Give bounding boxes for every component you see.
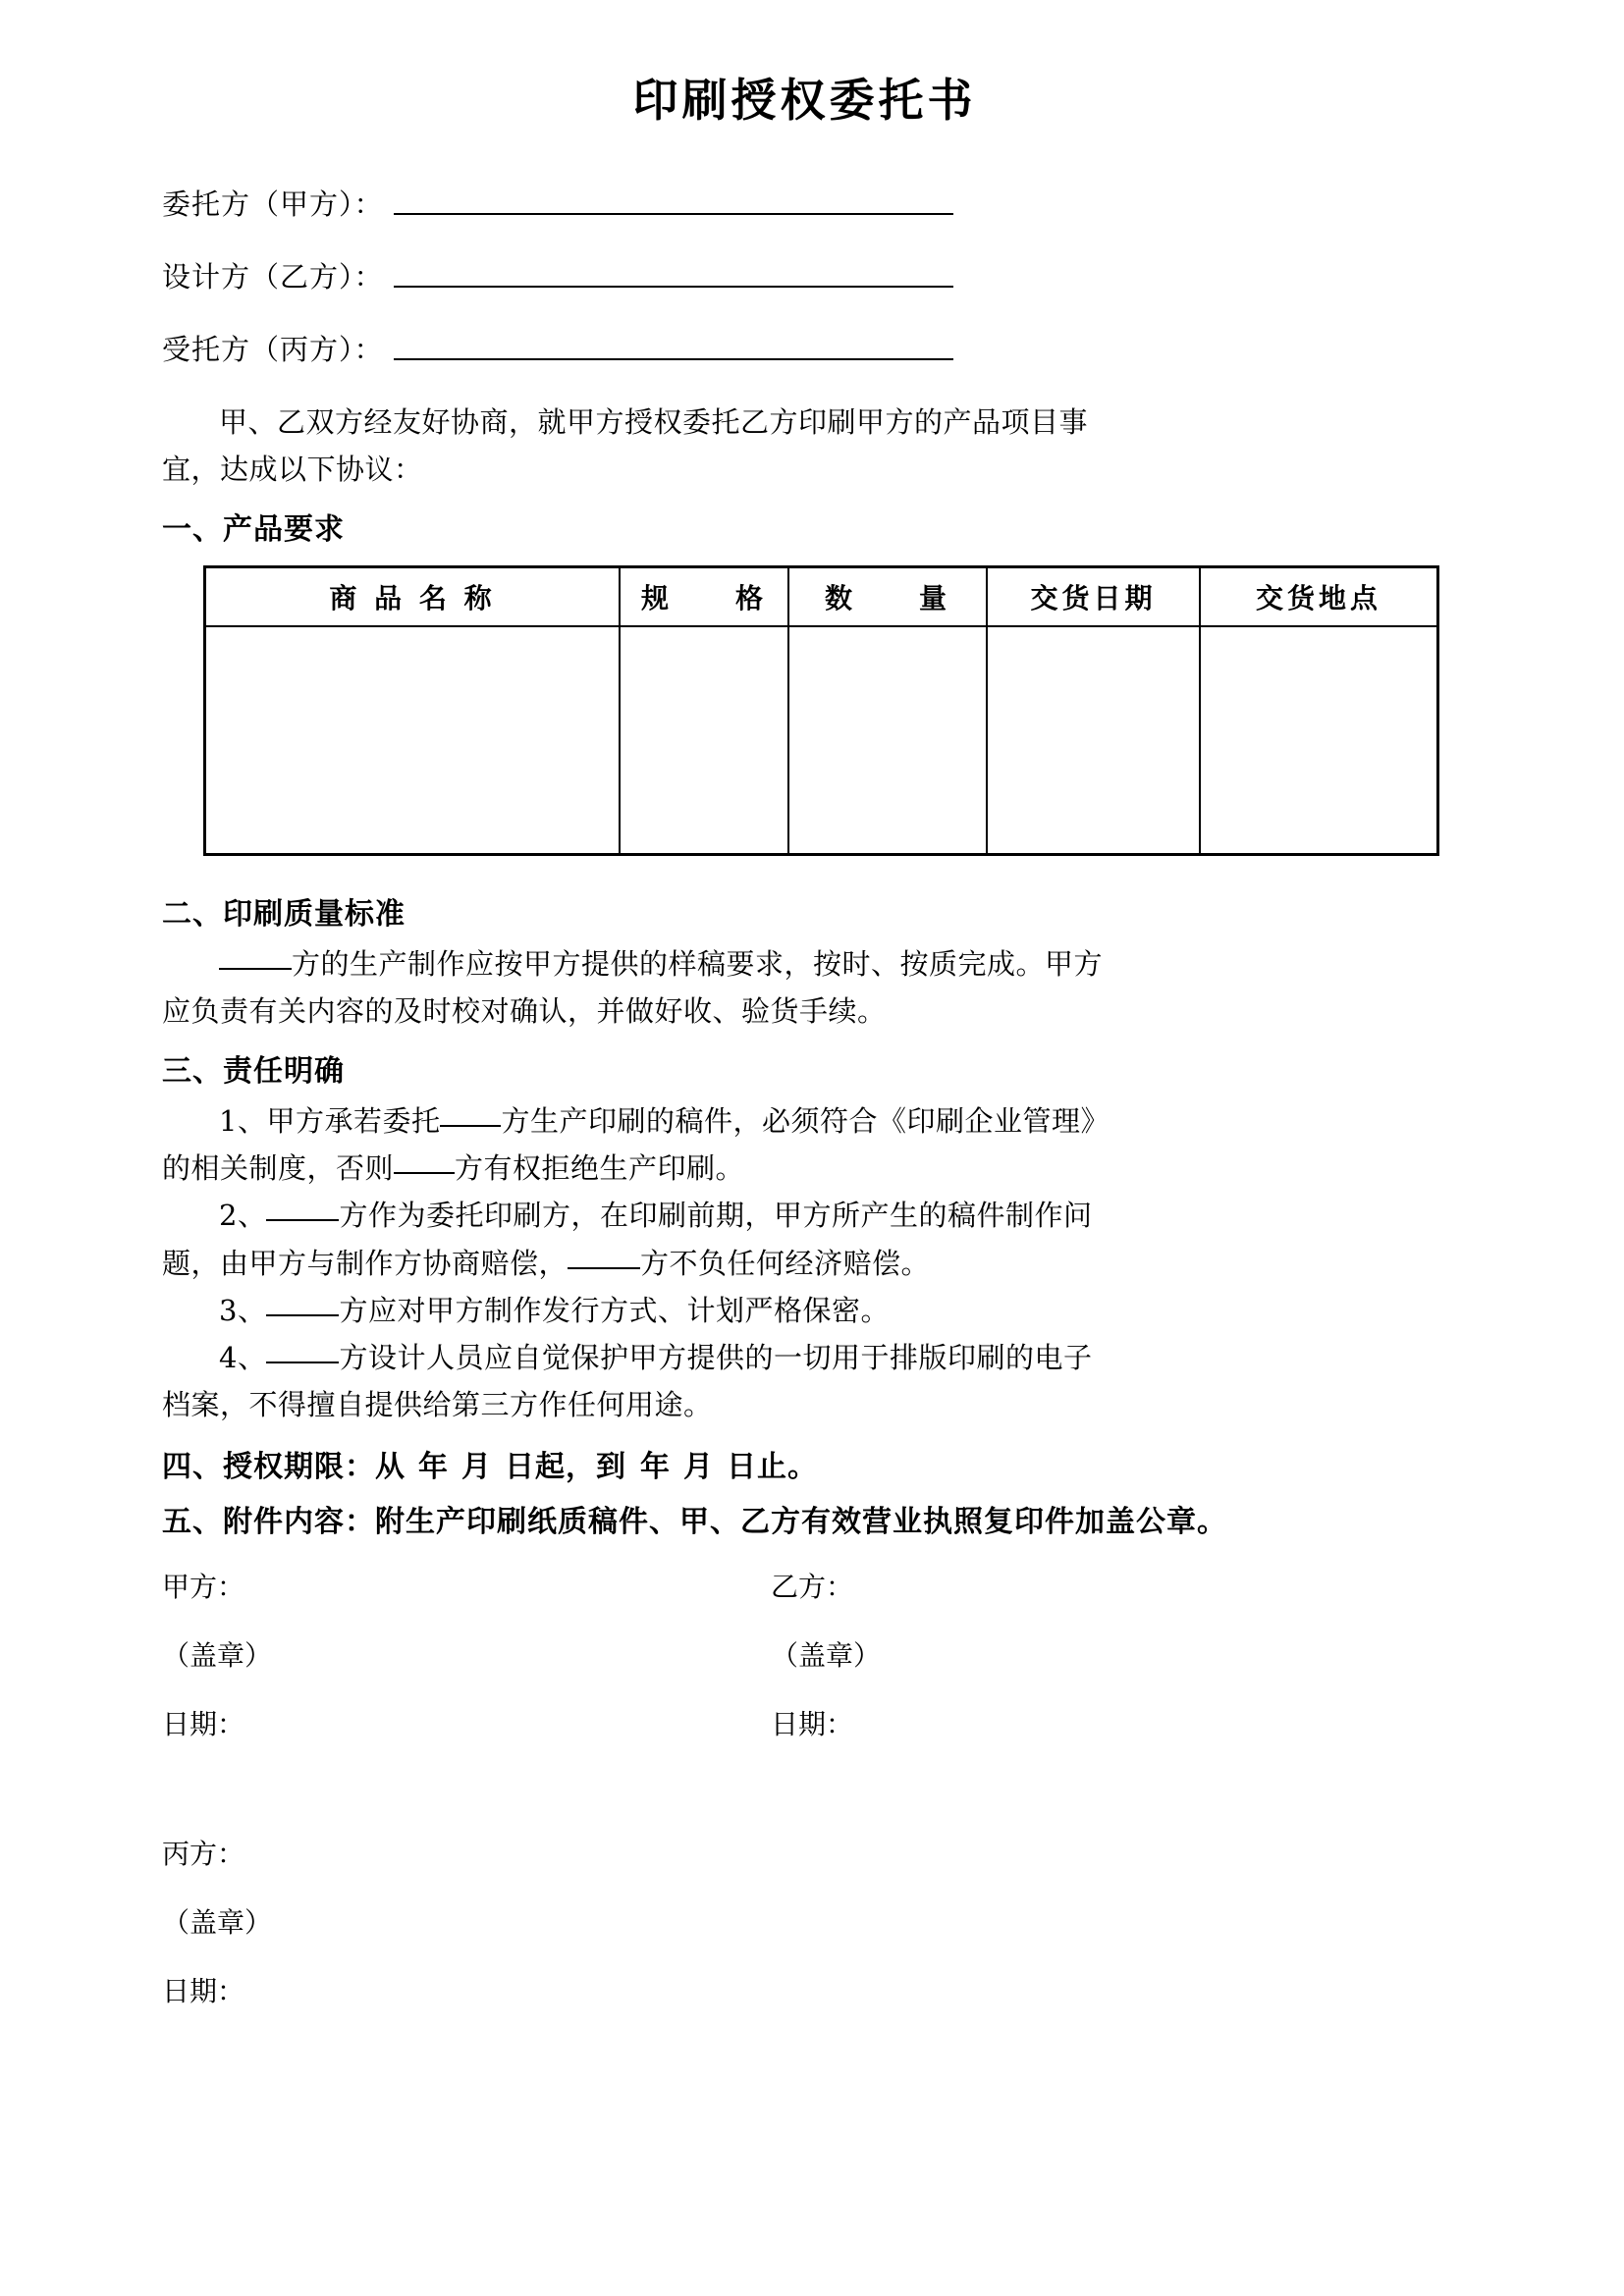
- table-header-product-name: 商 品 名 称: [205, 567, 621, 627]
- section-3-item-2-text-a: 2、: [219, 1199, 267, 1233]
- seal-party-a: （盖章）: [162, 1638, 273, 1672]
- signature-names-row: [162, 1566, 1506, 1605]
- section-2-heading: 二、印刷质量标准: [162, 897, 406, 933]
- signature-seals-row: [162, 1634, 1506, 1674]
- section-3-item-2-blank-2[interactable]: [568, 1266, 640, 1269]
- date-party-c[interactable]: 日期：: [162, 1974, 245, 2007]
- party-label-c: 受托方（丙方）：: [162, 333, 384, 366]
- section-1-heading: 一、产品要求: [162, 512, 345, 548]
- section-3-item-3-text-a: 3、: [219, 1293, 267, 1327]
- section-3-item-2-blank-1[interactable]: [266, 1218, 339, 1221]
- date-party-a[interactable]: 日期：: [162, 1707, 245, 1740]
- signature-dates-row: [162, 1703, 1506, 1742]
- section-3-item-2-line-2: [162, 1242, 1506, 1285]
- section-2-body-line-2: 应负责有关内容的及时校对确认，并做好收、验货手续。: [162, 994, 887, 1029]
- section-4-month-2: 月: [683, 1449, 727, 1484]
- section-3-item-4-line-1: [162, 1336, 1506, 1379]
- section-2-blank[interactable]: [219, 967, 292, 970]
- section-5-content: 附生产印刷纸质稿件、甲、乙方有效营业执照复印件加盖公章。: [375, 1504, 1227, 1539]
- section-3-item-2-line-1: [162, 1194, 1506, 1237]
- product-requirements-table: [203, 565, 1439, 856]
- signature-party-b[interactable]: 乙方：: [771, 1570, 854, 1603]
- section-3-item-2-text-c: 题，由甲方与制作方协商赔偿，: [162, 1246, 568, 1280]
- section-3-item-2-text-d: 方不负任何经济赔偿。: [640, 1246, 931, 1280]
- table-cell-quantity[interactable]: [788, 626, 987, 855]
- section-3-item-1-line-2: [162, 1147, 1506, 1190]
- section-4-line: [162, 1442, 1506, 1485]
- party-label-a: 委托方（甲方）：: [162, 187, 384, 221]
- date-party-c-row: [162, 1970, 1506, 2009]
- table-row: [205, 626, 1438, 855]
- table-header-delivery-place: 交货地点: [1200, 567, 1438, 627]
- party-b-fill-line[interactable]: [394, 285, 953, 288]
- section-3-item-3-blank-1[interactable]: [266, 1313, 339, 1316]
- section-2-text-1: 方的生产制作应按甲方提供的样稿要求，按时、按质完成。甲方: [292, 947, 1104, 982]
- table-header-quantity: 数 量: [788, 567, 987, 627]
- section-3-item-1-text-b: 方生产印刷的稿件，必须符合《印刷企业管理》: [501, 1104, 1110, 1139]
- section-3-item-1-blank-1[interactable]: [440, 1124, 501, 1127]
- party-label-b: 设计方（乙方）：: [162, 260, 384, 294]
- section-3-item-4-line-2: 档案，不得擅自提供给第三方作任何用途。: [162, 1387, 713, 1421]
- party-a-fill-line[interactable]: [394, 212, 953, 215]
- table-header-spec: 规 格: [620, 567, 788, 627]
- party-line-a: [162, 183, 1506, 223]
- section-4-month-1: 月: [461, 1449, 505, 1484]
- signature-spacer: [162, 1772, 1506, 1833]
- table-cell-delivery-place[interactable]: [1200, 626, 1438, 855]
- preamble-line-2: 宜，达成以下协议：: [162, 453, 423, 487]
- seal-party-b: （盖章）: [771, 1638, 882, 1672]
- section-2-body-line-1: [162, 942, 1506, 986]
- section-3-item-3-text-b: 方应对甲方制作发行方式、计划严格保密。: [339, 1293, 890, 1327]
- page-title: 印刷授权委托书: [632, 74, 977, 127]
- date-party-b[interactable]: 日期：: [771, 1707, 854, 1740]
- signature-party-c-row: [162, 1833, 1506, 1872]
- section-3-item-4-blank-1[interactable]: [266, 1361, 339, 1363]
- section-4-year-1: 年: [418, 1449, 461, 1484]
- preamble-line-1: 甲、乙双方经友好协商，就甲方授权委托乙方印刷甲方的产品项目事: [219, 405, 1089, 439]
- table-cell-product-name[interactable]: [205, 626, 621, 855]
- section-3-item-1-text-c: 的相关制度，否则: [162, 1151, 395, 1186]
- section-3-heading: 三、责任明确: [162, 1054, 345, 1090]
- section-3-item-1-text-d: 方有权拒绝生产印刷。: [455, 1151, 745, 1186]
- section-4-day-1: 日起，到: [505, 1449, 626, 1484]
- party-c-fill-line[interactable]: [394, 357, 953, 360]
- signature-party-c[interactable]: 丙方：: [162, 1837, 245, 1870]
- section-3-item-4-text-a: 4、: [219, 1340, 267, 1374]
- section-5-line: [162, 1497, 1506, 1540]
- signature-block: [162, 1566, 1506, 2009]
- section-4-from: 从: [375, 1449, 418, 1484]
- section-3-item-1-line-1: [162, 1099, 1506, 1143]
- signature-party-a[interactable]: 甲方：: [162, 1570, 245, 1603]
- section-4-heading: 四、授权期限：: [162, 1449, 375, 1484]
- section-4-day-2: 日止。: [727, 1449, 818, 1484]
- section-3-item-2-text-b: 方作为委托印刷方，在印刷前期，甲方所产生的稿件制作问: [339, 1199, 1093, 1233]
- section-3-item-1-text-a: 1、甲方承若委托: [219, 1104, 441, 1139]
- section-3-item-3-line-1: [162, 1289, 1506, 1332]
- table-header-delivery-date: 交货日期: [987, 567, 1200, 627]
- party-line-b: [162, 255, 1506, 295]
- section-5-heading: 五、附件内容：: [162, 1504, 375, 1539]
- table-cell-spec[interactable]: [620, 626, 788, 855]
- section-3-item-1-blank-2[interactable]: [394, 1171, 455, 1174]
- party-line-c: [162, 328, 1506, 368]
- table-header-row: [205, 567, 1438, 627]
- seal-party-c-row: [162, 1901, 1506, 1941]
- table-cell-delivery-date[interactable]: [987, 626, 1200, 855]
- seal-party-c: （盖章）: [162, 1905, 273, 1939]
- section-3-item-4-text-b: 方设计人员应自觉保护甲方提供的一切用于排版印刷的电子: [339, 1340, 1093, 1374]
- section-4-year-2: 年: [640, 1449, 683, 1484]
